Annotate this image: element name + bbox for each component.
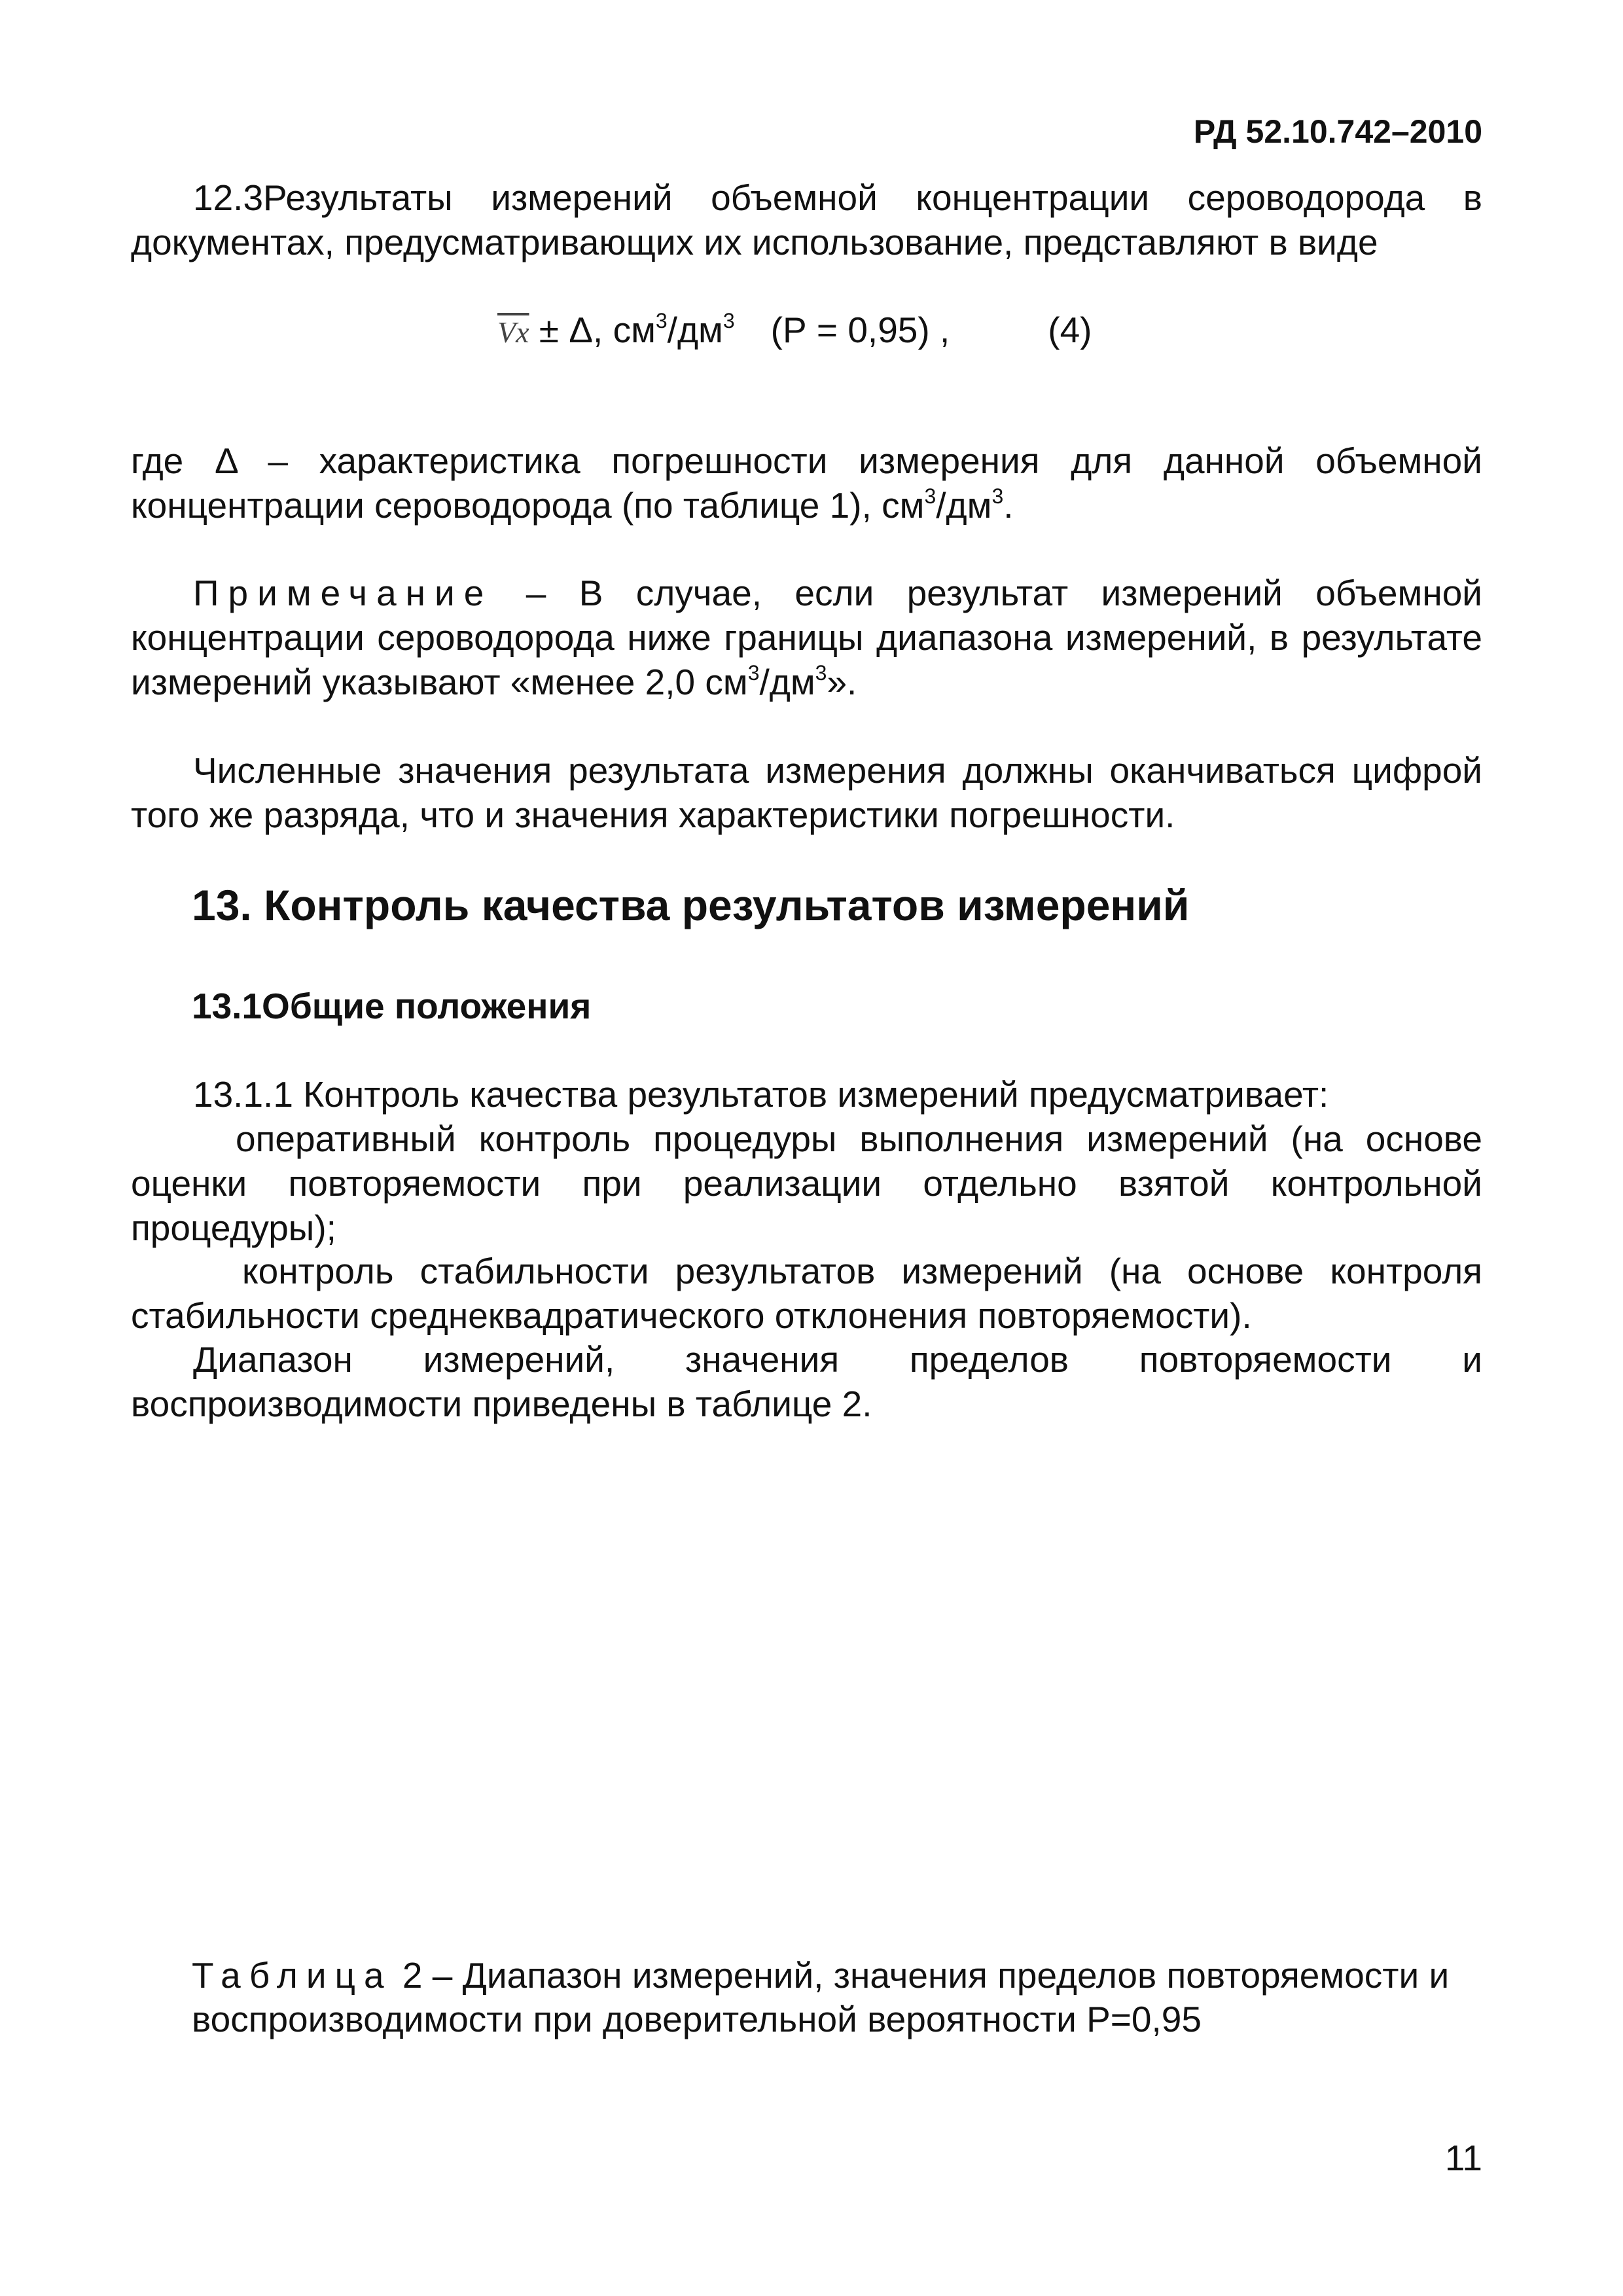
equation-number: (4): [1048, 310, 1092, 350]
formula-symbol: $\overline{Vx}$: [497, 315, 529, 349]
numeric-values-paragraph: Численные значения результата измерения должны оканчиваться цифрой того же разряда, что и значения характеристики погрешности.: [131, 750, 1482, 835]
note-text: – В случае, если результат измерений объемной концентрации сероводорода ниже границы диапазона измерений, в результате измерений указывают «менее 2,0 см: [131, 573, 1482, 702]
formula-unit: /дм: [667, 310, 723, 350]
paragraph-operative-control: оперативный контроль процедуры выполнения измерений (на основе оценки повторяемости при реализации отдельно взятой контрольной процедуры);: [131, 1119, 1482, 1248]
unit-exponent: 3: [722, 309, 735, 332]
paragraph-number: 12.3: [193, 177, 264, 218]
document-code: РД 52.10.742–2010: [1193, 113, 1482, 150]
formula-4: [497, 308, 1092, 355]
table-caption-text: 2 – Диапазон измерений, значения пределов повторяемости и воспроизводимости при доверительной вероятности Р=0,95: [192, 1955, 1450, 2039]
table-label: Таблица: [192, 1955, 393, 1996]
paragraph-stability-control: контроль стабильности результатов измерений (на основе контроля стабильности среднеквадратического отклонения повторяемости).: [131, 1251, 1482, 1336]
subsection-13-1-heading: 13.1Общие положения: [192, 986, 592, 1026]
paragraph-range: Диапазон измерений, значения пределов повторяемости и воспроизводимости приведены в таблице 2.: [131, 1339, 1482, 1424]
formula-probability: (Р = 0,95) ,: [770, 310, 950, 350]
section-13-heading: 13. Контроль качества результатов измерений: [192, 881, 1190, 929]
paragraph-12-3: [131, 175, 1482, 264]
note-paragraph: Примечание – В случае, если результат измерений объемной концентрации сероводорода ниже границы диапазона измерений, в результате измерений указывают «менее 2,0 $см^3/дм^3$».: [131, 573, 1482, 702]
paragraph-13-1-1: 13.1.1 Контроль качества результатов измерений предусматривает:: [193, 1074, 1329, 1115]
paragraph-text: Результаты измерений объемной концентрации сероводорода в документах, предусматривающих их использование, представляют в виде: [131, 177, 1482, 262]
note-label: Примечание: [193, 573, 493, 613]
formula-pm-delta: ± Δ, см: [529, 310, 656, 350]
page-number: 11: [1444, 2138, 1482, 2178]
table-2-caption: [192, 1954, 1488, 2041]
unit-exponent: 3: [655, 309, 668, 332]
where-clause: где Δ – характеристика погрешности измерения для данной объемной концентрации сероводорода (по таблице 1), $см^3/дм^3$.: [131, 440, 1482, 526]
